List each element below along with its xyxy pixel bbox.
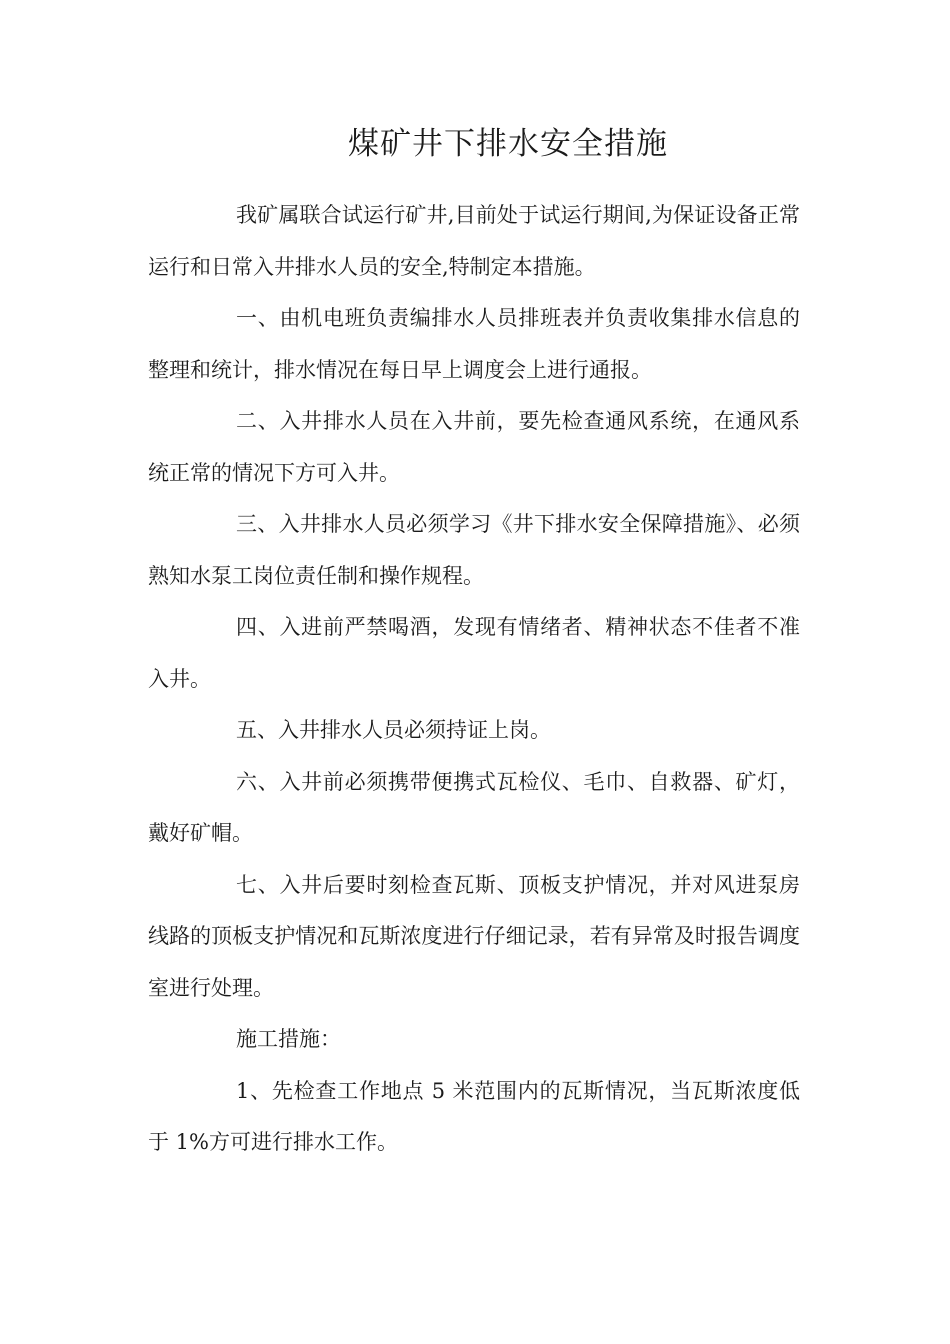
document-title: 煤矿井下排水安全措施 [348,126,668,162]
paragraph-construction-1: 1、先检查工作地点 5 米范围内的瓦斯情况，当瓦斯浓度低于 1%方可进行排水工作。 [148,1078,800,1154]
paragraph-item-6: 六、入井前必须携带便携式瓦检仪、毛巾、自救器、矿灯，戴好矿帽。 [148,769,800,845]
paragraph-item-4: 四、入进前严禁喝酒，发现有情绪者、精神状态不佳者不准入井。 [148,615,800,691]
document-body [148,190,800,1169]
paragraph-item-3: 三、入井排水人员必须学习《井下排水安全保障措施》、必须熟知水泵工岗位责任制和操作规程。 [148,512,800,588]
paragraph-intro: 我矿属联合试运行矿井,目前处于试运行期间,为保证设备正常运行和日常入井排水人员的安全,特制定本措施。 [148,203,800,279]
paragraph-item-5: 五、入井排水人员必须持证上岗。 [236,718,551,742]
paragraph-item-2: 二、入井排水人员在入井前，要先检查通风系统，在通风系统正常的情况下方可入井。 [148,409,800,485]
paragraph-item-1: 一、由机电班负责编排水人员排班表并负责收集排水信息的整理和统计，排水情况在每日早上调度会上进行通报。 [148,306,800,382]
section-heading-construction: 施工措施： [236,1027,341,1051]
paragraph-item-7: 七、入井后要时刻检查瓦斯、顶板支护情况，并对风进泵房线路的顶板支护情况和瓦斯浓度进行仔细记录，若有异常及时报告调度室进行处理。 [148,872,800,1000]
